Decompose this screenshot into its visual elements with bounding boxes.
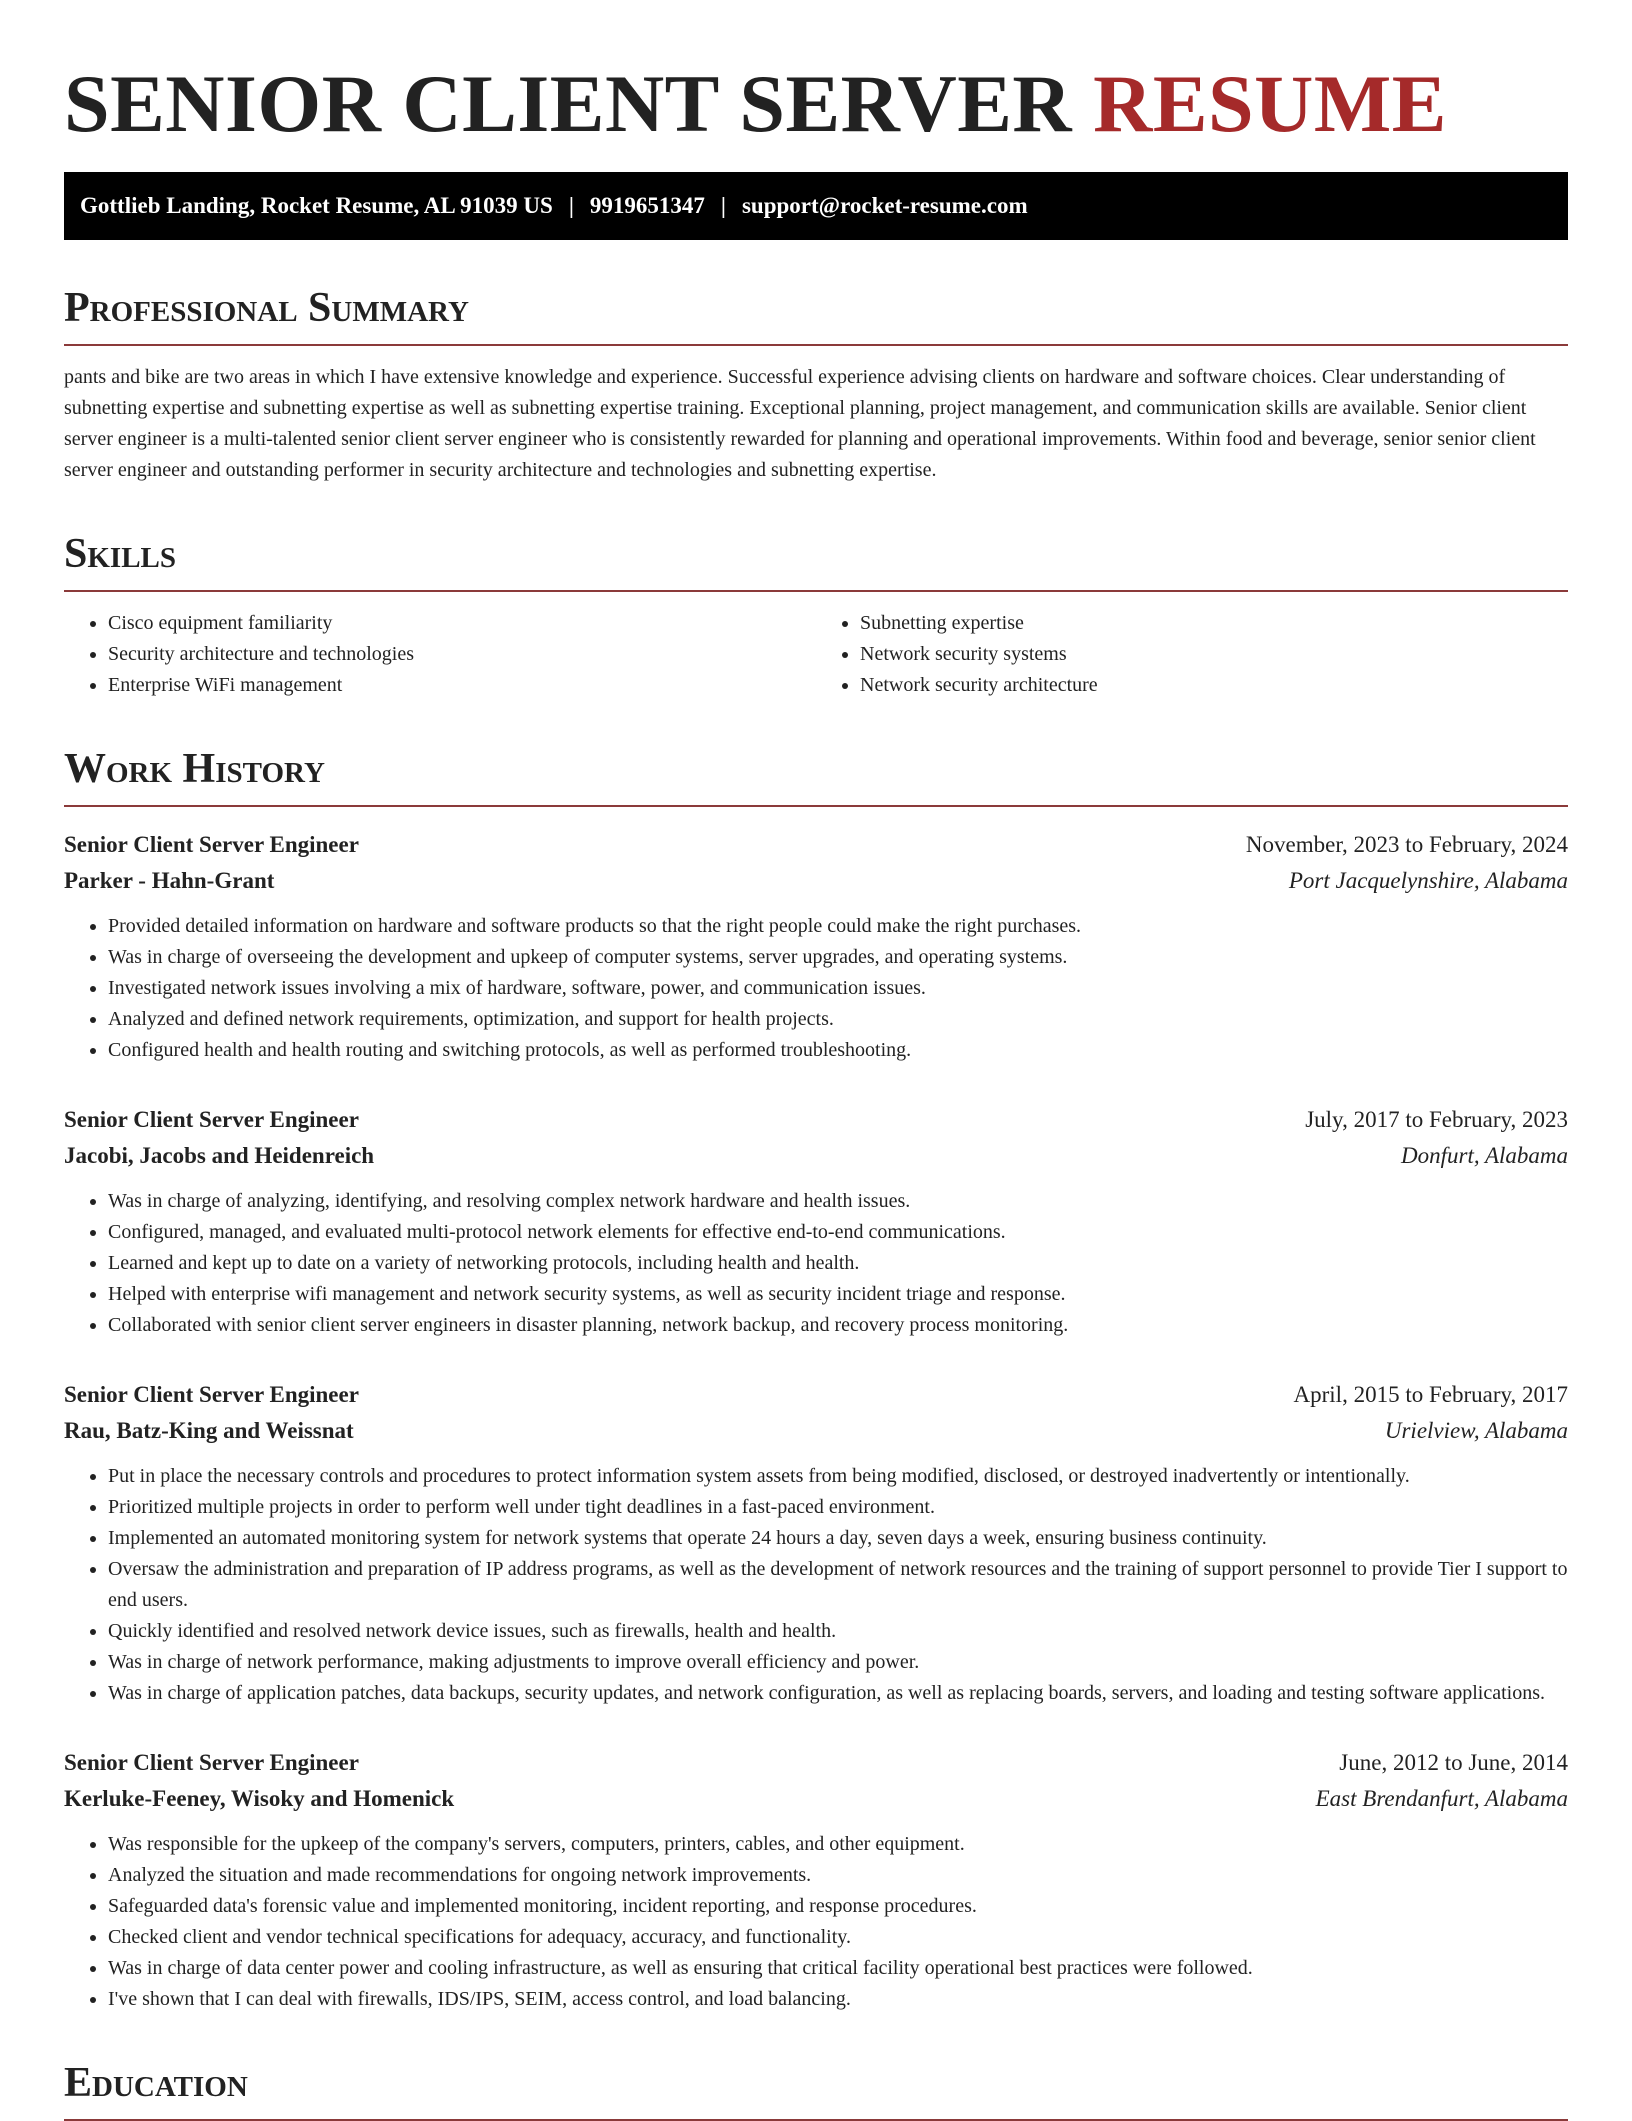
job-bullet: • Analyzed and defined network requirements, optimization, and support for health projects.	[108, 1004, 1568, 1035]
contact-separator: |	[568, 193, 574, 218]
skills-right-list	[816, 608, 1568, 701]
skill-item: • Network security systems	[860, 639, 1568, 670]
skill-item: • Subnetting expertise	[860, 608, 1568, 639]
job-header-row	[64, 1102, 1568, 1138]
resume-page	[64, 0, 1568, 2121]
job-bullet: • Was in charge of application patches, data backups, security updates, and network configuration, as well as replacing boards, servers, and loading and testing software applications.	[108, 1678, 1568, 1709]
job-bullet: • Oversaw the administration and preparation of IP address programs, as well as the development of network resources and the training of support personnel to provide Tier I support to end users.	[108, 1554, 1568, 1616]
contact-phone: 9919651347	[589, 193, 705, 218]
job-bullet: • Configured health and health routing and switching protocols, as well as performed troubleshooting.	[108, 1035, 1568, 1066]
job-bullet: • Implemented an automated monitoring system for network systems that operate 24 hours a day, seven days a week, ensuring business continuity.	[108, 1523, 1568, 1554]
skills-left-list	[64, 608, 816, 701]
job-dates: November, 2023 to February, 2024	[1245, 832, 1568, 857]
job-bullet: • Learned and kept up to date on a variety of networking protocols, including health and health.	[108, 1248, 1568, 1279]
title-main: SENIOR CLIENT SERVER	[64, 58, 1073, 149]
resume-title	[64, 0, 1568, 152]
job-bullets	[64, 911, 1568, 1066]
summary-text: pants and bike are two areas in which I have extensive knowledge and experience. Successful experience advising clients on hardware and software choices. Clear understanding of subnetting expertise and subnetting expertise as well as subnetting expertise training. Exceptional planning, project management, and communication skills are available. Senior client server engineer is a multi-talented senior client server engineer who is consistently rewarded for planning and operational improvements. Within food and beverage, senior senior client server engineer and outstanding performer in security architecture and technologies and subnetting expertise.	[64, 366, 1536, 481]
job-bullet: • Was in charge of network performance, making adjustments to improve overall efficiency and power.	[108, 1647, 1568, 1678]
job-company-row	[64, 1781, 1568, 1817]
job-bullet: • Was in charge of data center power and cooling infrastructure, as well as ensuring that critical facility operational best practices were followed.	[108, 1953, 1568, 1984]
job-bullet: • Safeguarded data's forensic value and implemented monitoring, incident reporting, and response procedures.	[108, 1891, 1568, 1922]
job-company: Kerluke-Feeney, Wisoky and Homenick	[64, 1786, 455, 1811]
job-company: Rau, Batz-King and Weissnat	[64, 1418, 354, 1443]
summary-heading: Professional Summary	[64, 284, 1568, 346]
job-title: Senior Client Server Engineer	[64, 1750, 359, 1775]
education-heading: Education	[64, 2059, 1568, 2121]
job-bullet: • Configured, managed, and evaluated multi-protocol network elements for effective end-to-end communications.	[108, 1217, 1568, 1248]
contact-bar	[64, 172, 1568, 240]
skill-item: • Cisco equipment familiarity	[108, 608, 816, 639]
job-location: Donfurt, Alabama	[1401, 1143, 1568, 1168]
job-bullet: • I've shown that I can deal with firewalls, IDS/IPS, SEIM, access control, and load balancing.	[108, 1984, 1568, 2015]
work-history-section	[64, 745, 1568, 2015]
job-header-row	[64, 1745, 1568, 1781]
job-bullet: • Investigated network issues involving a mix of hardware, software, power, and communication issues.	[108, 973, 1568, 1004]
job-entry	[64, 1377, 1568, 1709]
skills-section	[64, 530, 1568, 701]
job-company-row	[64, 863, 1568, 899]
job-company-row	[64, 1138, 1568, 1174]
contact-address: Gottlieb Landing, Rocket Resume, AL 91039 US	[80, 193, 553, 218]
job-bullet: • Was in charge of analyzing, identifying, and resolving complex network hardware and health issues.	[108, 1186, 1568, 1217]
job-entry	[64, 827, 1568, 1066]
job-bullet: • Helped with enterprise wifi management and network security systems, as well as security incident triage and response.	[108, 1279, 1568, 1310]
job-bullet: • Quickly identified and resolved network device issues, such as firewalls, health and health.	[108, 1616, 1568, 1647]
job-bullet: • Checked client and vendor technical specifications for adequacy, accuracy, and functionality.	[108, 1922, 1568, 1953]
job-company: Parker - Hahn-Grant	[64, 868, 275, 893]
skill-item: • Network security architecture	[860, 670, 1568, 701]
job-bullets	[64, 1829, 1568, 2015]
job-company-row	[64, 1413, 1568, 1449]
job-bullet: • Collaborated with senior client server engineers in disaster planning, network backup, and recovery process monitoring.	[108, 1310, 1568, 1341]
summary-section	[64, 284, 1568, 486]
job-location: Port Jacquelynshire, Alabama	[1288, 868, 1568, 893]
contact-email: support@rocket-resume.com	[741, 193, 1028, 218]
job-title: Senior Client Server Engineer	[64, 1382, 359, 1407]
job-dates: April, 2015 to February, 2017	[1293, 1382, 1568, 1407]
work-history-heading: Work History	[64, 745, 1568, 807]
job-entry	[64, 1745, 1568, 2015]
job-title: Senior Client Server Engineer	[64, 832, 359, 857]
job-bullets	[64, 1186, 1568, 1341]
job-bullet: • Put in place the necessary controls and procedures to protect information system assets from being modified, disclosed, or destroyed inadvertently or intentionally.	[108, 1461, 1568, 1492]
title-accent: RESUME	[1093, 58, 1447, 149]
contact-separator: |	[720, 193, 726, 218]
skill-item: • Enterprise WiFi management	[108, 670, 816, 701]
job-bullet: • Prioritized multiple projects in order to perform well under tight deadlines in a fast-paced environment.	[108, 1492, 1568, 1523]
job-header-row	[64, 1377, 1568, 1413]
job-dates: June, 2012 to June, 2014	[1339, 1750, 1568, 1775]
job-location: East Brendanfurt, Alabama	[1315, 1786, 1568, 1811]
job-company: Jacobi, Jacobs and Heidenreich	[64, 1143, 375, 1168]
job-entry	[64, 1102, 1568, 1341]
job-title: Senior Client Server Engineer	[64, 1107, 359, 1132]
job-bullet: • Provided detailed information on hardware and software products so that the right people could make the right purchases.	[108, 911, 1568, 942]
job-bullet: • Was in charge of overseeing the development and upkeep of computer systems, server upgrades, and operating systems.	[108, 942, 1568, 973]
job-header-row	[64, 827, 1568, 863]
skills-heading: Skills	[64, 530, 1568, 592]
job-dates: July, 2017 to February, 2023	[1305, 1107, 1568, 1132]
job-bullet: • Was responsible for the upkeep of the company's servers, computers, printers, cables, and other equipment.	[108, 1829, 1568, 1860]
job-bullets	[64, 1461, 1568, 1709]
job-bullet: • Analyzed the situation and made recommendations for ongoing network improvements.	[108, 1860, 1568, 1891]
job-location: Urielview, Alabama	[1384, 1418, 1568, 1443]
skill-item: • Security architecture and technologies	[108, 639, 816, 670]
skills-columns	[64, 608, 1568, 701]
